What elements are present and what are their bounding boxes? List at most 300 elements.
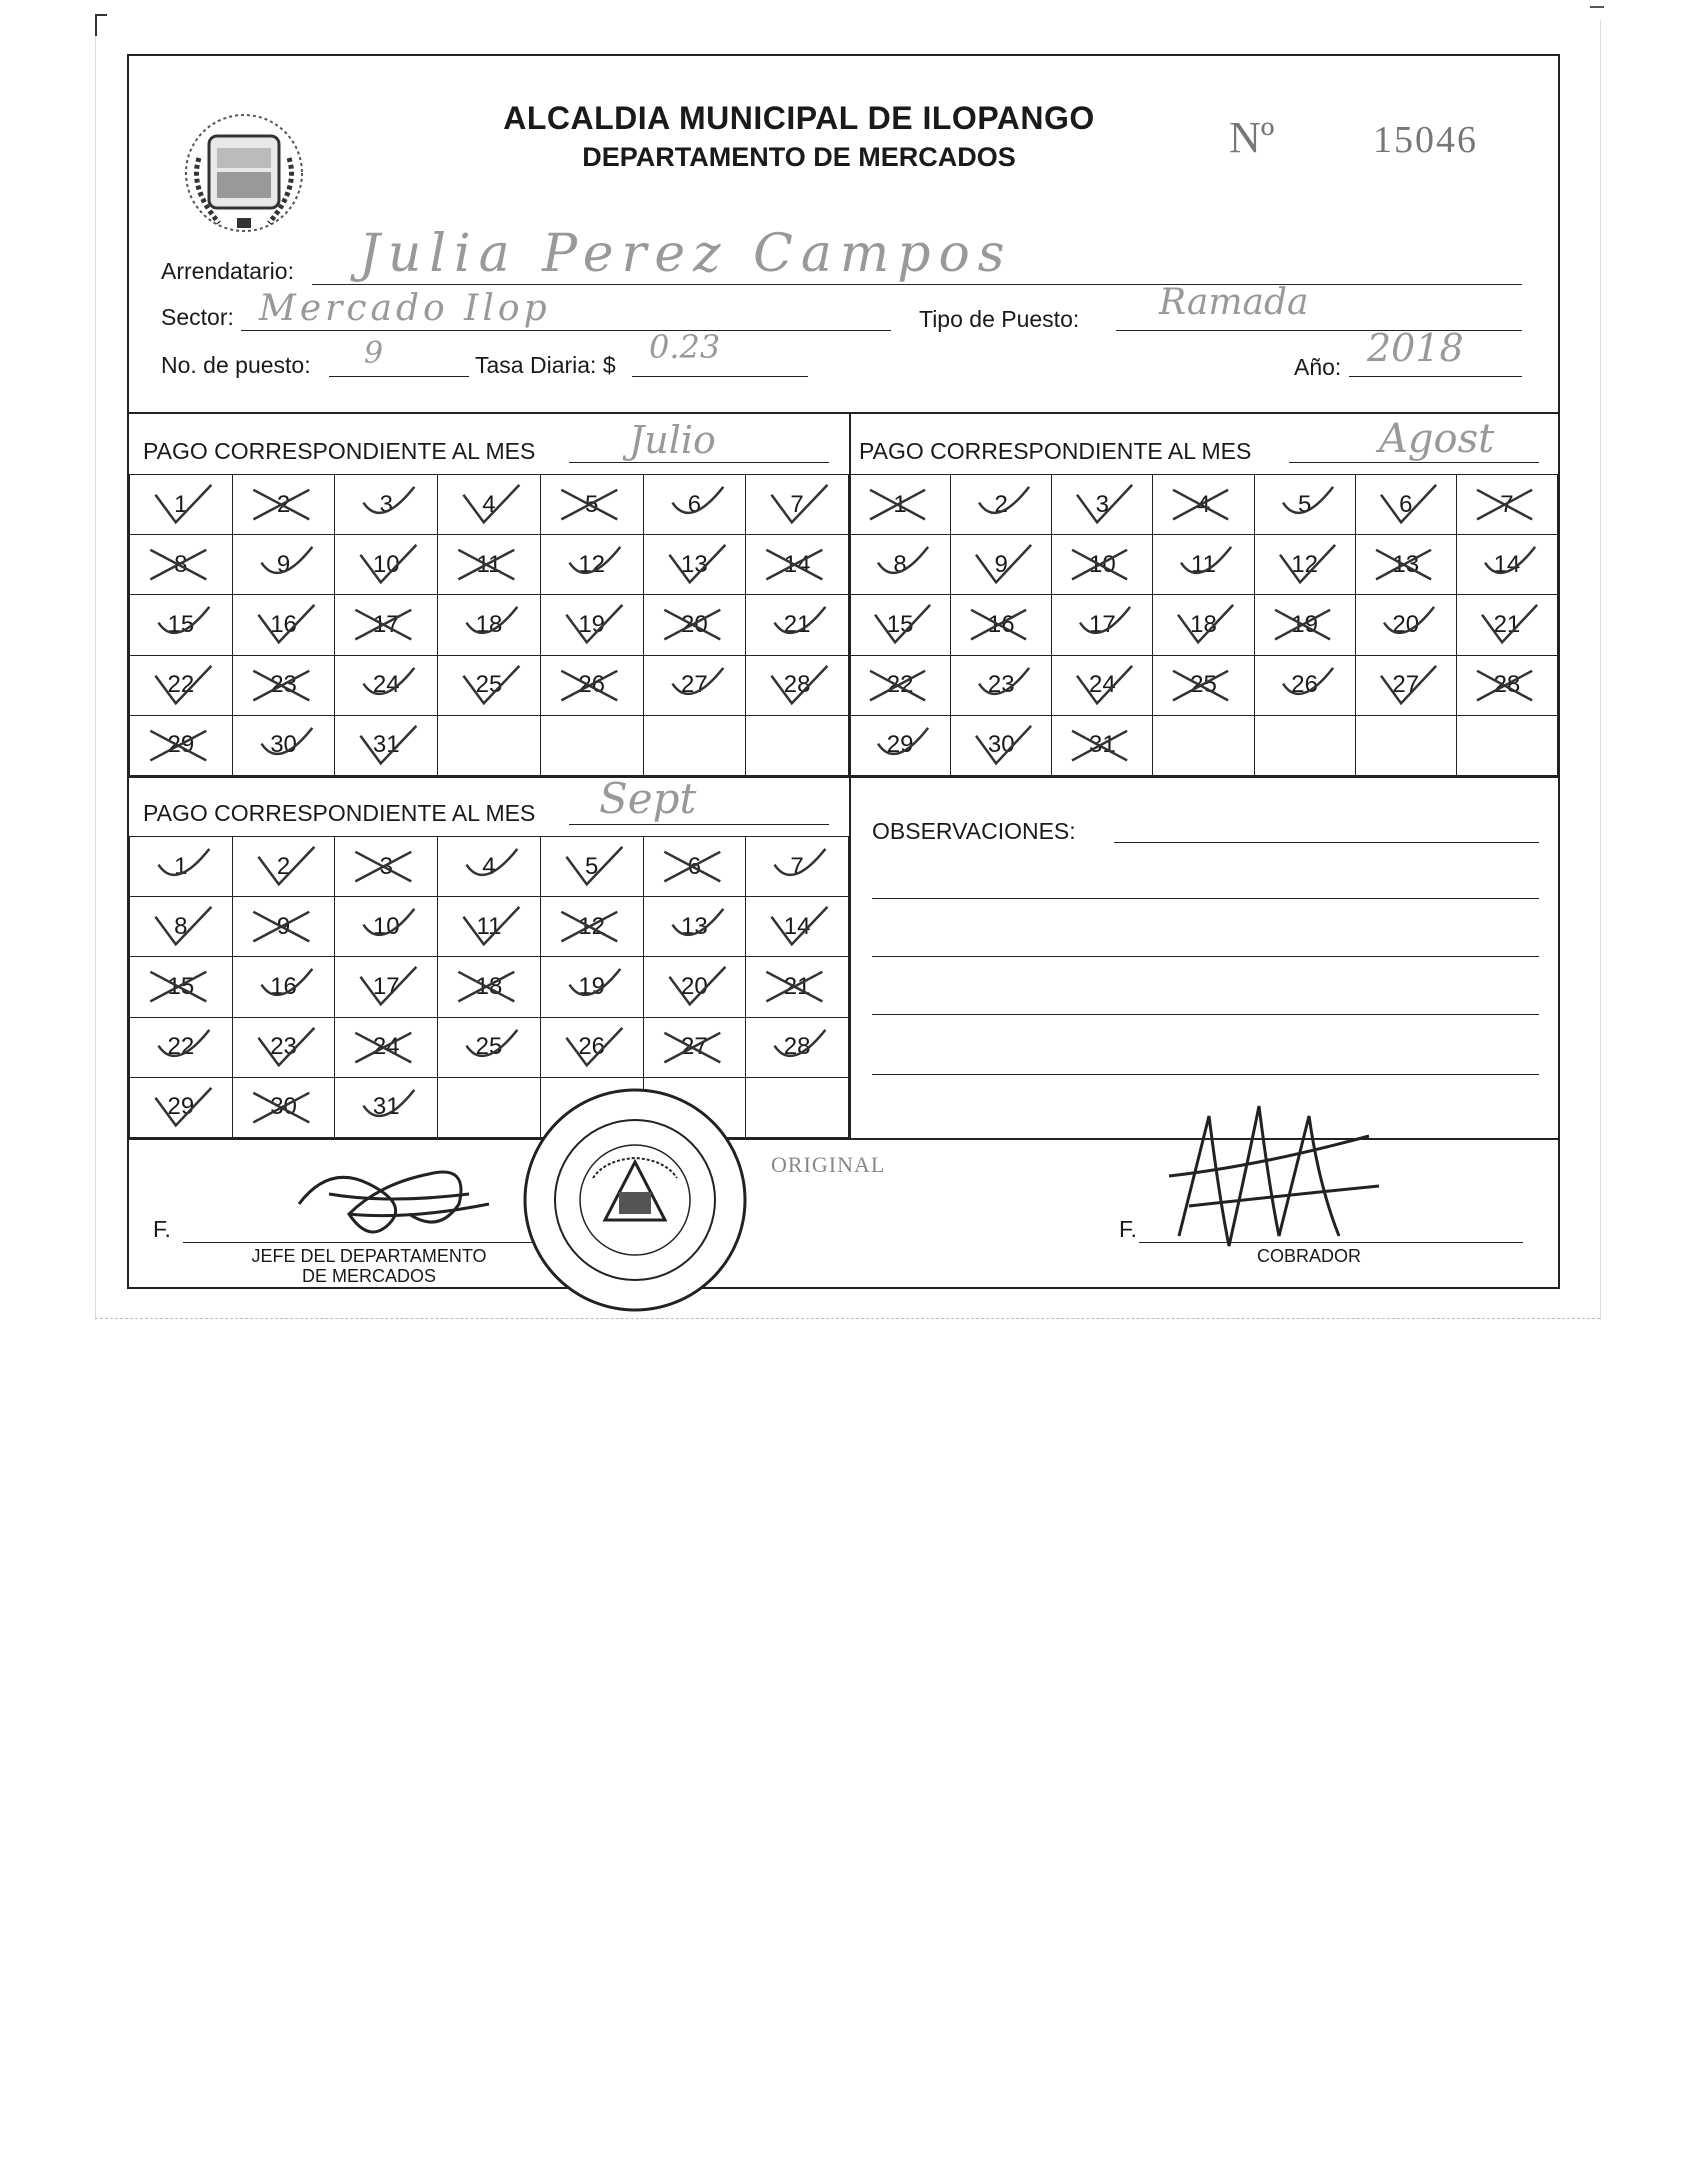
day-number: 4 <box>1196 490 1211 518</box>
day-number: 11 <box>476 550 502 578</box>
day-cell <box>850 655 951 715</box>
day-cell <box>335 715 438 775</box>
day-number: 13 <box>681 912 708 940</box>
day-number: 31 <box>372 1093 400 1121</box>
day-number: 17 <box>1089 610 1116 638</box>
day-number: 1 <box>174 490 188 518</box>
day-cell <box>1153 475 1254 535</box>
observaciones-line <box>872 1014 1539 1015</box>
day-number: 1 <box>174 852 188 880</box>
check-mark-icon <box>746 595 848 654</box>
check-mark-icon <box>233 595 335 654</box>
day-number: 14 <box>1493 550 1521 578</box>
day-cell <box>1153 595 1254 655</box>
day-cell <box>746 1017 849 1077</box>
firma-cobrador-label: F. <box>1119 1216 1137 1242</box>
day-number: 23 <box>987 671 1015 699</box>
days-row <box>130 535 849 595</box>
day-cell <box>1355 535 1456 595</box>
day-number: 2 <box>276 852 291 880</box>
check-mark-icon <box>130 475 232 534</box>
official-stamp-icon <box>515 1080 755 1320</box>
check-mark-icon <box>541 656 643 715</box>
day-number: 27 <box>1392 671 1420 699</box>
day-number: 2 <box>994 490 1008 518</box>
day-number: 25 <box>1190 671 1217 699</box>
day-cell <box>746 595 849 655</box>
check-mark-icon <box>1356 595 1456 654</box>
day-number: 31 <box>372 731 400 759</box>
day-number: 13 <box>1392 550 1420 578</box>
day-cell <box>1254 655 1355 715</box>
days-row <box>130 897 849 957</box>
days-row <box>130 655 849 715</box>
check-mark-icon <box>335 897 437 956</box>
days-row <box>130 1017 849 1077</box>
day-number: 11 <box>1191 550 1216 578</box>
day-cell <box>1153 535 1254 595</box>
mes-3-label: PAGO CORRESPONDIENTE AL MES <box>143 800 536 826</box>
check-mark-icon <box>746 957 848 1016</box>
day-number: 20 <box>681 972 708 1000</box>
check-mark-icon <box>335 535 437 594</box>
day-cell <box>1355 595 1456 655</box>
day-cell <box>540 475 643 535</box>
check-mark-icon <box>335 475 437 534</box>
check-mark-icon <box>233 1018 335 1077</box>
day-cell <box>746 715 849 775</box>
check-mark-icon <box>130 1078 232 1137</box>
check-mark-icon <box>1052 595 1152 654</box>
check-mark-icon <box>1457 535 1557 594</box>
day-cell <box>1052 655 1153 715</box>
tasa-label: Tasa Diaria: $ <box>475 352 616 378</box>
day-number: 20 <box>681 610 708 638</box>
day-cell <box>1456 475 1557 535</box>
day-cell <box>1052 475 1153 535</box>
day-cell <box>850 475 951 535</box>
check-mark-icon <box>951 535 1051 594</box>
day-number: 19 <box>578 972 606 1000</box>
day-cell <box>232 535 335 595</box>
day-number: 31 <box>1089 731 1116 759</box>
observaciones-line <box>1114 842 1539 843</box>
check-mark-icon <box>1052 475 1152 534</box>
day-cell <box>438 897 541 957</box>
check-mark-icon <box>644 957 746 1016</box>
day-cell <box>1456 535 1557 595</box>
check-mark-icon <box>1052 535 1152 594</box>
day-number: 18 <box>475 610 503 638</box>
cobrador-label: COBRADOR <box>1256 1246 1361 1266</box>
day-cell <box>951 595 1052 655</box>
mes-3-value: Sept <box>599 774 697 823</box>
day-number: 24 <box>1089 671 1116 699</box>
day-cell <box>540 715 643 775</box>
day-cell <box>540 535 643 595</box>
days-grid-agosto <box>849 474 1558 776</box>
day-cell <box>130 837 233 897</box>
check-mark-icon <box>1052 656 1152 715</box>
check-mark-icon <box>438 475 540 534</box>
jefe-signature <box>289 1144 509 1254</box>
check-mark-icon <box>233 716 335 775</box>
observaciones-line <box>872 956 1539 957</box>
check-mark-icon <box>130 595 232 654</box>
day-cell <box>951 655 1052 715</box>
days-row <box>130 715 849 775</box>
day-number: 8 <box>893 550 907 578</box>
check-mark-icon <box>233 897 335 956</box>
check-mark-icon <box>644 1018 746 1077</box>
day-cell <box>335 837 438 897</box>
check-mark-icon <box>130 897 232 956</box>
day-number: 9 <box>276 912 291 940</box>
day-number: 25 <box>475 671 503 699</box>
receipt-number: 15046 <box>1373 119 1478 161</box>
check-mark-icon <box>850 535 950 594</box>
check-mark-icon <box>951 716 1051 775</box>
day-cell <box>438 837 541 897</box>
no-puesto-value: 9 <box>364 336 384 371</box>
day-cell <box>232 1017 335 1077</box>
day-cell <box>130 957 233 1017</box>
day-cell <box>438 535 541 595</box>
day-cell <box>130 475 233 535</box>
tasa-line <box>632 376 808 377</box>
scan-right-edge <box>1600 20 1601 1320</box>
day-cell <box>1052 535 1153 595</box>
check-mark-icon <box>1356 535 1456 594</box>
day-cell <box>232 897 335 957</box>
mes-1-label: PAGO CORRESPONDIENTE AL MES <box>143 438 536 464</box>
day-number: 6 <box>1399 490 1413 518</box>
day-number: 12 <box>1291 550 1318 578</box>
check-mark-icon <box>438 837 540 896</box>
day-number: 9 <box>994 550 1008 578</box>
number-label: Nº <box>1229 113 1275 162</box>
day-cell <box>1254 715 1355 775</box>
day-number: 8 <box>174 550 188 578</box>
check-mark-icon <box>644 656 746 715</box>
check-mark-icon <box>850 595 950 654</box>
day-cell <box>232 475 335 535</box>
day-cell <box>540 837 643 897</box>
check-mark-icon <box>1356 475 1456 534</box>
days-grid-julio <box>129 474 849 776</box>
day-cell <box>130 897 233 957</box>
day-number: 11 <box>476 912 502 940</box>
day-cell <box>438 1017 541 1077</box>
check-mark-icon <box>233 475 335 534</box>
section-divider <box>129 412 1558 414</box>
check-mark-icon <box>335 1078 437 1137</box>
day-number: 28 <box>1493 671 1521 699</box>
day-number: 27 <box>681 1033 708 1061</box>
mes-1-value: Julio <box>629 418 716 462</box>
tipo-puesto-label: Tipo de Puesto: <box>919 306 1080 332</box>
day-number: 3 <box>379 852 393 880</box>
days-row <box>850 715 1558 775</box>
day-number: 2 <box>276 490 291 518</box>
day-number: 18 <box>1190 610 1217 638</box>
day-cell <box>643 837 746 897</box>
days-row <box>130 837 849 897</box>
day-cell <box>232 1077 335 1137</box>
check-mark-icon <box>951 475 1051 534</box>
day-cell <box>540 1017 643 1077</box>
day-number: 22 <box>886 671 914 699</box>
day-number: 4 <box>482 852 496 880</box>
no-puesto-label: No. de puesto: <box>161 352 311 378</box>
day-cell <box>746 475 849 535</box>
day-number: 7 <box>790 852 804 880</box>
check-mark-icon <box>644 535 746 594</box>
day-number: 5 <box>1297 490 1312 518</box>
day-cell <box>951 715 1052 775</box>
check-mark-icon <box>438 957 540 1016</box>
day-cell <box>1456 655 1557 715</box>
check-mark-icon <box>438 897 540 956</box>
day-cell <box>1153 715 1254 775</box>
crop-mark <box>95 14 107 36</box>
days-row <box>130 595 849 655</box>
day-number: 3 <box>1095 490 1110 518</box>
day-number: 13 <box>681 550 708 578</box>
day-cell <box>130 1077 233 1137</box>
check-mark-icon <box>1457 475 1557 534</box>
day-cell <box>130 1017 233 1077</box>
day-cell <box>1355 655 1456 715</box>
day-cell <box>540 957 643 1017</box>
check-mark-icon <box>746 535 848 594</box>
day-number: 10 <box>372 912 400 940</box>
check-mark-icon <box>1457 656 1557 715</box>
check-mark-icon <box>644 897 746 956</box>
day-number: 12 <box>578 550 606 578</box>
check-mark-icon <box>541 957 643 1016</box>
day-number: 25 <box>475 1033 503 1061</box>
anio-line <box>1349 376 1522 377</box>
day-cell <box>1456 595 1557 655</box>
check-mark-icon <box>644 837 746 896</box>
check-mark-icon <box>541 837 643 896</box>
day-number: 7 <box>1500 490 1514 518</box>
check-mark-icon <box>130 837 232 896</box>
check-mark-icon <box>850 716 950 775</box>
mes-2-line <box>1289 462 1539 463</box>
check-mark-icon <box>850 656 950 715</box>
day-number: 15 <box>167 972 195 1000</box>
day-number: 23 <box>270 671 297 699</box>
day-number: 6 <box>687 852 702 880</box>
day-number: 30 <box>987 731 1015 759</box>
day-cell <box>130 595 233 655</box>
check-mark-icon <box>1255 535 1355 594</box>
check-mark-icon <box>746 837 848 896</box>
check-mark-icon <box>541 475 643 534</box>
observaciones-label: OBSERVACIONES: <box>872 818 1076 844</box>
mes-2-label: PAGO CORRESPONDIENTE AL MES <box>859 438 1252 464</box>
day-cell <box>335 595 438 655</box>
day-number: 16 <box>270 972 297 1000</box>
day-cell <box>1052 715 1153 775</box>
check-mark-icon <box>1052 716 1152 775</box>
day-cell <box>335 897 438 957</box>
arrendatario-label: Arrendatario: <box>161 258 294 284</box>
day-cell <box>643 1017 746 1077</box>
day-cell <box>643 595 746 655</box>
day-number: 28 <box>783 671 811 699</box>
tipo-puesto-value: Ramada <box>1159 282 1309 323</box>
check-mark-icon <box>541 897 643 956</box>
day-number: 24 <box>372 1033 400 1061</box>
day-number: 23 <box>270 1033 297 1061</box>
observaciones-line <box>872 898 1539 899</box>
check-mark-icon <box>746 656 848 715</box>
day-number: 17 <box>372 610 400 638</box>
days-row <box>850 475 1558 535</box>
check-mark-icon <box>335 595 437 654</box>
day-number: 29 <box>886 731 914 759</box>
day-cell <box>540 897 643 957</box>
day-cell <box>746 655 849 715</box>
day-number: 10 <box>372 550 400 578</box>
day-number: 19 <box>578 610 606 638</box>
check-mark-icon <box>1153 475 1253 534</box>
day-cell <box>438 655 541 715</box>
day-cell <box>951 475 1052 535</box>
day-number: 21 <box>783 972 811 1000</box>
day-cell <box>643 897 746 957</box>
check-mark-icon <box>541 595 643 654</box>
crop-mark <box>1590 6 1604 14</box>
check-mark-icon <box>1153 595 1253 654</box>
check-mark-icon <box>1255 656 1355 715</box>
check-mark-icon <box>1255 595 1355 654</box>
day-cell <box>643 475 746 535</box>
day-cell <box>643 535 746 595</box>
days-row <box>130 475 849 535</box>
day-cell <box>746 1077 849 1137</box>
day-cell <box>335 655 438 715</box>
check-mark-icon <box>130 1018 232 1077</box>
day-cell <box>335 1077 438 1137</box>
day-cell <box>335 957 438 1017</box>
arrendatario-line <box>312 284 1522 285</box>
sector-value: Mercado Ilop <box>259 288 551 329</box>
day-cell <box>850 715 951 775</box>
day-number: 26 <box>578 671 606 699</box>
day-number: 30 <box>270 731 297 759</box>
day-cell <box>438 957 541 1017</box>
day-number: 1 <box>893 490 907 518</box>
day-number: 8 <box>174 912 188 940</box>
day-number: 26 <box>578 1033 606 1061</box>
check-mark-icon <box>644 475 746 534</box>
check-mark-icon <box>644 595 746 654</box>
sector-line <box>241 330 891 331</box>
day-number: 22 <box>167 1033 195 1061</box>
check-mark-icon <box>335 957 437 1016</box>
day-cell <box>951 535 1052 595</box>
scan-left-edge <box>95 20 96 1320</box>
check-mark-icon <box>1356 656 1456 715</box>
day-number: 22 <box>167 671 195 699</box>
day-cell <box>1456 715 1557 775</box>
check-mark-icon <box>233 957 335 1016</box>
anio-label: Año: <box>1294 354 1342 380</box>
check-mark-icon <box>746 475 848 534</box>
day-number: 15 <box>886 610 914 638</box>
day-cell <box>1355 475 1456 535</box>
check-mark-icon <box>438 535 540 594</box>
day-number: 21 <box>783 610 811 638</box>
day-number: 27 <box>681 671 708 699</box>
days-row <box>850 655 1558 715</box>
day-number: 18 <box>475 972 503 1000</box>
day-cell <box>438 595 541 655</box>
day-cell <box>232 837 335 897</box>
day-cell <box>130 715 233 775</box>
day-cell <box>643 715 746 775</box>
check-mark-icon <box>850 475 950 534</box>
check-mark-icon <box>233 535 335 594</box>
day-number: 21 <box>1493 610 1521 638</box>
document-title: ALCALDIA MUNICIPAL DE ILOPANGO <box>503 100 1095 136</box>
days-row <box>850 535 1558 595</box>
day-number: 10 <box>1089 550 1116 578</box>
day-number: 26 <box>1291 671 1318 699</box>
day-number: 29 <box>167 731 195 759</box>
day-cell <box>540 595 643 655</box>
day-cell <box>540 655 643 715</box>
day-number: 9 <box>276 550 291 578</box>
original-mark: ORIGINAL <box>771 1152 886 1177</box>
day-number: 5 <box>584 490 599 518</box>
check-mark-icon <box>335 1018 437 1077</box>
day-cell <box>746 897 849 957</box>
document-subtitle: DEPARTAMENTO DE MERCADOS <box>582 142 1016 172</box>
day-cell <box>850 595 951 655</box>
no-puesto-line <box>329 376 469 377</box>
day-cell <box>643 655 746 715</box>
check-mark-icon <box>1457 595 1557 654</box>
mes-1-line <box>569 462 829 463</box>
check-mark-icon <box>335 716 437 775</box>
day-cell <box>850 535 951 595</box>
jefe-label-2: DE MERCADOS <box>301 1266 436 1286</box>
day-number: 3 <box>379 490 393 518</box>
mes-2-value: Agost <box>1379 416 1495 462</box>
day-cell <box>1254 475 1355 535</box>
day-cell <box>130 655 233 715</box>
day-number: 5 <box>584 852 599 880</box>
check-mark-icon <box>233 1078 335 1137</box>
day-number: 30 <box>270 1093 297 1121</box>
check-mark-icon <box>1153 535 1253 594</box>
day-cell <box>643 957 746 1017</box>
day-cell <box>232 957 335 1017</box>
check-mark-icon <box>130 535 232 594</box>
check-mark-icon <box>951 595 1051 654</box>
day-cell <box>232 595 335 655</box>
day-number: 29 <box>167 1093 195 1121</box>
day-number: 14 <box>783 550 811 578</box>
day-cell <box>438 715 541 775</box>
check-mark-icon <box>746 897 848 956</box>
check-mark-icon <box>438 656 540 715</box>
